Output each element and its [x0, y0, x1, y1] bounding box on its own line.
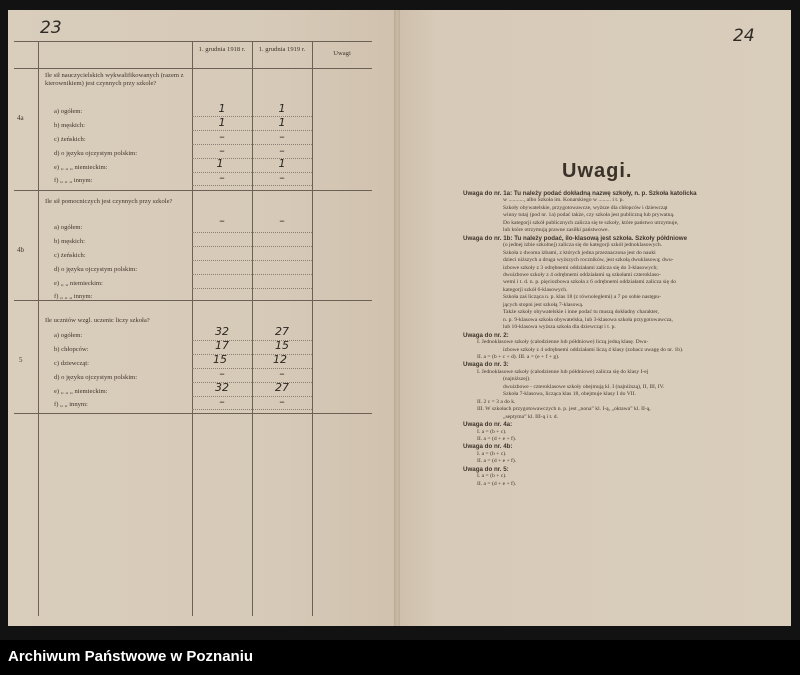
handwritten-value: 32 — [215, 381, 229, 394]
note-line: I. a = (b + c). — [477, 473, 507, 480]
note-line: Także szkoły obywatelskie i inne podać tu muszą dokładny charakter, — [503, 309, 659, 316]
handwritten-value: – — [279, 367, 285, 380]
note-line: I. Jednoklasowe szkoły (całodzienne lub półdniowe) liczą jedną klasę. Dwu- — [477, 339, 649, 346]
note-line: „septyma” kl. III-ą i t. d. — [503, 413, 558, 420]
page-fold — [394, 10, 400, 626]
row-label: e) „ „ niemieckim: — [54, 280, 103, 287]
note-line: (o jednej izbie szkolnej) zalicza się do kategorji szkół jednoklasowych. — [503, 242, 663, 249]
section-question-4a: Ile sił nauczycielskich wykwalifikowanych (razem z kierownikiem) jest czynnych przy szkole? — [45, 72, 184, 88]
handwritten-value: 1 — [218, 102, 226, 115]
handwritten-value: 12 — [273, 353, 287, 366]
note-line: jących stopni jest szkołą 7-klasową. — [503, 301, 584, 308]
row-label: d) o języku ojczystym polskim: — [54, 374, 138, 381]
note-line: Uwaga do nr. 4b: — [463, 443, 513, 451]
handwritten-value: – — [219, 395, 225, 408]
note-line: izbowe szkoły z 3 odrębnemi oddziałami zalicza się do 3-klasowych; — [503, 264, 658, 271]
handwritten-value: 27 — [275, 381, 289, 394]
note-line: Uwaga do nr. 4a: — [463, 421, 513, 429]
handwritten-value: 32 — [215, 325, 229, 338]
note-line: izbowe szkoły z 4 odrębnemi oddziałami liczą 4 klasy (zobacz uwagę do nr. 1b). — [503, 346, 684, 353]
row-label: b) męskich: — [54, 122, 85, 129]
note-line: I. a = (b + c). — [477, 428, 507, 435]
handwritten-value: – — [219, 214, 225, 227]
note-line: II. a = (d + e + f). — [477, 435, 517, 442]
note-line: w ..........., albo Szkoła im. Konarskiego w ......... i t. p. — [503, 197, 624, 204]
note-line: dwuizbowe szkoły z 4 odrębnemi oddziałami są szkołami czteroklaso- — [503, 271, 661, 278]
handwritten-value: – — [219, 171, 225, 184]
section-number-4a: 4a — [17, 114, 24, 122]
note-line: Do kategorji szkół publicznych zalicza się te szkoły, które państwo utrzymuje, — [503, 219, 679, 226]
handwritten-value: 17 — [215, 339, 229, 352]
note-line: winny tutaj (pod nr. 1a) podać także, czy szkoła jest publiczną lub prywatną. — [503, 212, 675, 219]
note-line: dwuizbowe - czteroklasowe szkoły obejmują kl. I (najniższą), II, III, IV. — [503, 383, 665, 390]
handwritten-value: – — [279, 395, 285, 408]
row-label: d) o języku ojczystym polskim: — [54, 150, 138, 157]
handwritten-value: 27 — [275, 325, 289, 338]
note-line: I. Jednoklasowe szkoły (całodzienne lub półdniowe) zalicza się do klasy I-ej — [477, 368, 649, 375]
archive-name: Archiwum Państwowe w Poznaniu — [8, 648, 254, 665]
note-line: II. a = (d + e + f). — [477, 458, 517, 465]
note-line: II. a = (d + e + f). — [477, 480, 517, 487]
section-number-4b: 4b — [17, 246, 24, 254]
handwritten-value: 1 — [218, 116, 226, 129]
note-line: dzieci niższych a druga wyższych roczników, jest szkołą dwuklasową; dwu- — [503, 257, 674, 264]
row-label: c) żeńskich: — [54, 252, 86, 259]
handwritten-value: – — [279, 130, 285, 143]
note-line: II. a = (b + c + d). III. a = (e + f + g). — [477, 353, 560, 360]
row-label: e) „ „ „ niemieckim: — [54, 164, 108, 171]
right-page-number: 24 — [733, 26, 755, 46]
notes-body — [463, 190, 728, 488]
row-label: d) o języku ojczystym polskim: — [54, 266, 138, 273]
notes-title: Uwagi. — [562, 160, 633, 182]
note-line: n. p. 9-klasowa szkoła obywatelska, lub 3-klasowa szkoła przygotowawcza, — [503, 316, 673, 323]
handwritten-value: 15 — [213, 353, 227, 366]
handwritten-value: – — [219, 144, 225, 157]
note-line: I. a = (b + c). — [477, 450, 507, 457]
header-1918: 1. grudnia 1918 r. — [198, 46, 246, 53]
handwritten-value: 1 — [278, 157, 286, 170]
note-line: (najniższej). — [503, 376, 531, 383]
section-question-5: Ile uczniów wzgl. uczenic liczy szkoła? — [45, 317, 150, 324]
note-line: III. W szkołach przygotowawczych n. p. jest „nona” kl. I-ą, „oktawa” kl. II-ą, — [477, 406, 651, 413]
row-label: b) chłopców: — [54, 346, 89, 353]
survey-table — [14, 32, 372, 616]
note-line: Szkoła 7-klasowa, licząca klas 18, obejmuje klasy I do VII. — [503, 391, 636, 398]
note-line: lub które otrzymują prawne zasiłki państwowe. — [503, 227, 609, 234]
note-line: wemi i t. d. n. p. pięciozbowa szkoła z 6 odrębnemi oddziałami zalicza się do — [503, 279, 677, 286]
row-label: b) męskich: — [54, 238, 85, 245]
handwritten-value: 15 — [275, 339, 289, 352]
row-label: a) ogółem: — [54, 224, 83, 231]
note-line: Uwaga do nr. 1a: Tu należy podać dokładną nazwę szkoły, n. p. Szkoła katolicka — [463, 190, 697, 197]
row-label: f) „ „ „ innym: — [54, 177, 93, 184]
note-line: kategorji szkół 6-klasowych. — [503, 286, 568, 293]
section-question-4b: Ile sił pomocniczych jest czynnych przy szkole? — [45, 198, 173, 205]
section-number-5: 5 — [19, 356, 23, 364]
note-line: Uwaga do nr. 2: — [463, 331, 509, 339]
note-line: II. 2 c = 3 a do k. — [477, 398, 516, 405]
note-line: Uwaga do nr. 5: — [463, 465, 509, 473]
header-remarks: Uwagi — [333, 50, 351, 57]
handwritten-value: 1 — [278, 116, 286, 129]
handwritten-value: – — [279, 171, 285, 184]
note-line: Szkoła z dwoma izbami, z których jedna przeznaczona jest do nauki — [503, 249, 656, 256]
row-label: f) „ „ „ innym: — [54, 293, 93, 300]
note-line: lub 10-klasowa wyższa szkoła dla dziewcząt i t. p. — [503, 324, 616, 331]
row-label: f) „ „ innym: — [54, 401, 88, 408]
note-line: Uwaga do nr. 3: — [463, 361, 509, 369]
handwritten-value: 1 — [216, 157, 224, 170]
handwritten-value: – — [279, 214, 285, 227]
note-line: Uwaga do nr. 1b: Tu należy podać, ilo-klasową jest szkoła. Szkoły półdniowe — [463, 234, 688, 242]
header-1919: 1. grudnia 1919 r. — [258, 46, 306, 53]
left-page-number: 23 — [40, 18, 62, 38]
handwritten-value: – — [219, 367, 225, 380]
handwritten-value: – — [279, 144, 285, 157]
row-label: c) dziewcząt: — [54, 360, 89, 367]
note-line: Szkoły obywatelskie, przygotowawcze, wyższe dla chłopców i dziewcząt — [503, 204, 668, 211]
row-label: a) ogółem: — [54, 332, 83, 339]
handwritten-value: 1 — [278, 102, 286, 115]
row-label: e) „ „ „ niemieckim: — [54, 388, 108, 395]
row-label: a) ogółem: — [54, 108, 83, 115]
handwritten-value: – — [219, 130, 225, 143]
note-line: Szkoła zaś licząca n. p. klas 18 (z równoległemi) a 7 po sobie następu- — [503, 294, 661, 301]
row-label: c) żeńskich: — [54, 136, 86, 143]
